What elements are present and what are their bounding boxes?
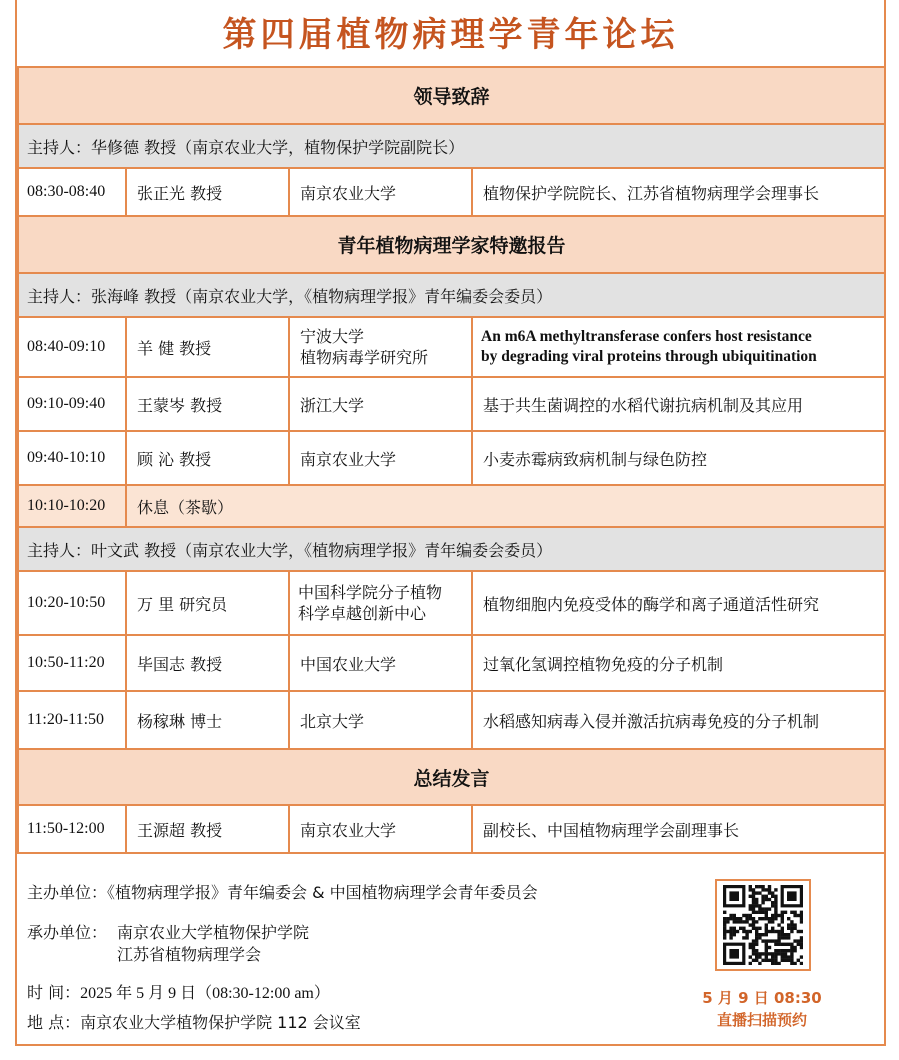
time-cell: 11:50-12:00 [18,805,126,853]
topic-cell: 植物保护学院院长、江苏省植物病理学会理事长 [472,168,885,216]
place-label: 地 点： [27,1013,81,1032]
speaker-cell: 羊 健 教授 [126,317,289,377]
org-cell: 浙江大学 [289,377,472,431]
section-title-invited-reports: 青年植物病理学家特邀报告 [18,216,885,273]
host-row [18,124,885,168]
time-cell: 10:20-10:50 [18,571,126,635]
qr-caption-action: 直播扫描预约 [716,1011,807,1029]
qr-code-icon [723,885,803,965]
topic-cell: 副校长、中国植物病理学会副理事长 [472,805,885,853]
time-cell: 10:10-10:20 [18,485,126,527]
org-line: 宁波大学 [300,327,365,346]
page-title: 第四届植物病理学青年论坛 [222,15,679,55]
place-line [27,1010,361,1033]
org-cell: 南京农业大学 [289,168,472,216]
time-cell: 09:40-10:10 [18,431,126,485]
org-cell: 南京农业大学 [289,805,472,853]
time-cell: 10:50-11:20 [18,635,126,691]
host-row [18,273,885,317]
table-row [18,317,885,377]
organizer-line: 南京农业大学植物保护学院 [117,923,310,942]
time-label: 时 间： [27,983,81,1002]
break-label: 休息（茶歇） [126,485,885,527]
speaker-cell: 王源超 教授 [126,805,289,853]
agenda-table [17,66,886,854]
org-line: 科学卓越创新中心 [298,604,427,623]
host-text: 主持人：叶文武 教授（南京农业大学，《植物病理学报》青年编委会委员） [18,527,885,571]
host-row [18,527,885,571]
sponsor-line: 主办单位：《植物病理学报》青年编委会 & 中国植物病理学会青年委员会 [27,883,538,902]
table-row [18,635,885,691]
section-header [18,749,885,805]
section-header [18,67,885,124]
org-line: 植物病毒学研究所 [300,348,429,367]
section-title-leader-speech: 领导致辞 [18,67,885,124]
section-header [18,216,885,273]
org-cell: 中国农业大学 [289,635,472,691]
org-line: 中国科学院分子植物 [298,583,443,602]
section-title-summary: 总结发言 [18,749,885,805]
footer [17,852,884,1044]
time-cell: 09:10-09:40 [18,377,126,431]
topic-cell: 过氧化氢调控植物免疫的分子机制 [472,635,885,691]
agenda-frame [15,0,886,1046]
org-cell [289,571,472,635]
org-cell: 南京农业大学 [289,431,472,485]
speaker-cell: 王蒙岑 教授 [126,377,289,431]
speaker-cell: 顾 沁 教授 [126,431,289,485]
topic-cell [472,317,885,377]
time-line [27,980,330,1003]
time-value: 2025 年 5 月 9 日（08:30-12:00 am） [80,985,330,1002]
table-row [18,571,885,635]
qr-caption-date: 5 月 9 日 08:30 [702,989,822,1007]
org-cell: 北京大学 [289,691,472,749]
speaker-cell: 张正光 教授 [126,168,289,216]
speaker-cell: 杨稼琳 博士 [126,691,289,749]
table-row [18,691,885,749]
time-cell: 11:20-11:50 [18,691,126,749]
organizer-label: 承办单位： [27,923,108,942]
table-row [18,805,885,853]
topic-line: by degrading viral proteins through ubiquitination [481,348,817,365]
topic-cell: 植物细胞内免疫受体的酶学和离子通道活性研究 [472,571,885,635]
topic-cell: 小麦赤霉病致病机制与绿色防控 [472,431,885,485]
topic-cell: 基于共生菌调控的水稻代谢抗病机制及其应用 [472,377,885,431]
place-value: 南京农业大学植物保护学院 112 会议室 [80,1013,361,1032]
table-row [18,431,885,485]
speaker-cell: 万 里 研究员 [126,571,289,635]
host-text: 主持人：华修德 教授（南京农业大学，植物保护学院副院长） [18,124,885,168]
topic-line: An m6A methyltransferase confers host resistance [481,328,812,345]
organizer-line: 江苏省植物病理学会 [117,945,262,964]
break-row [18,485,885,527]
topic-cell: 水稻感知病毒入侵并激活抗病毒免疫的分子机制 [472,691,885,749]
qr-code-frame[interactable] [715,879,811,971]
table-row [18,377,885,431]
time-cell: 08:30-08:40 [18,168,126,216]
speaker-cell: 毕国志 教授 [126,635,289,691]
time-cell: 08:40-09:10 [18,317,126,377]
host-text: 主持人：张海峰 教授（南京农业大学，《植物病理学报》青年编委会委员） [18,273,885,317]
table-row [18,168,885,216]
org-cell [289,317,472,377]
